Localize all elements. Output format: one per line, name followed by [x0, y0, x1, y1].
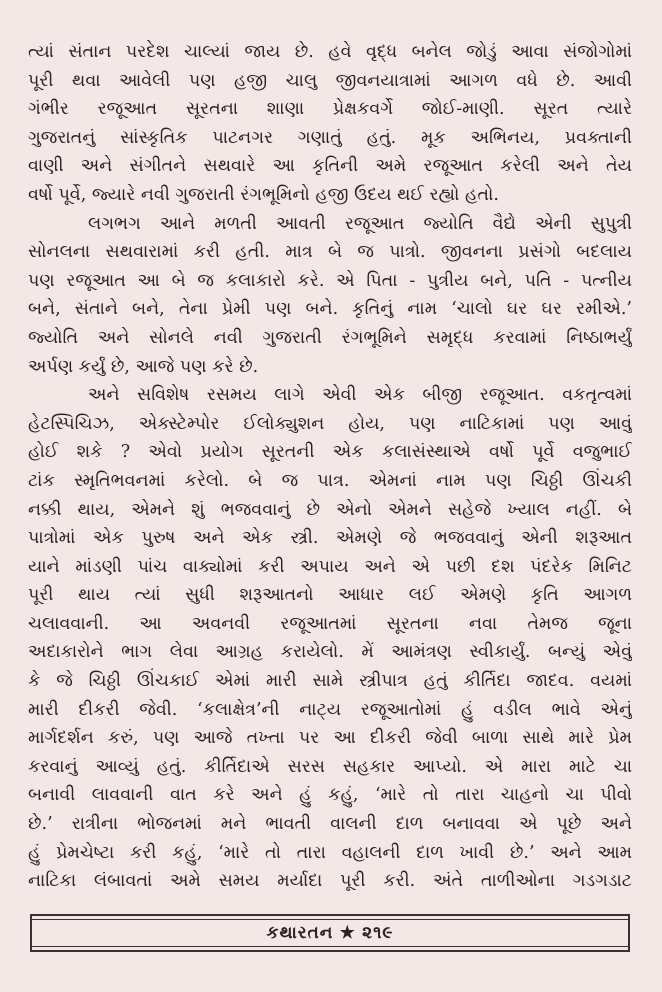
- text-line: અર્પણ કર્યું છે, આજે પણ કરે છે.: [28, 356, 259, 377]
- text-line: લગભગ આને મળતી આવતી રજૂઆત જ્યોતિ વૈદ્યે એની સુપુત્રી: [88, 213, 632, 234]
- text-line: બને, સંતાને બને, તેના પ્રેમી પણ બને. કૃતિનું નામ ‘ચાલો ઘર ઘર રમીએ.’: [28, 299, 632, 320]
- text-line: ચલાવવાની. આ અવનવી રજૂઆતમાં સૂરતના નવા તેમજ જૂના: [28, 613, 632, 634]
- body-text: [28, 38, 632, 896]
- text-line: ત્યાં સંતાન પરદેશ ચાલ્યાં જાય છે. હવે વૃદ્ધ બનેલ જોડું આવા સંજોગોમાં: [28, 42, 632, 62]
- text-line: હું પ્રેમચેષ્ટા કરી કહું, ‘મારે તો તારા વહાલની દાળ ખાવી છે.’ અને આમ: [28, 842, 632, 863]
- text-line: નાટિકા લંબાવતાં અમે સમય મર્યાદા પૂરી કરી. અંતે તાળીઓના ગડગડાટ: [28, 871, 632, 892]
- text-line: માર્ગદર્શન કરું, પણ આજે તખ્તા પર આ દીકરી જેવી બાળા સાથે મારે પ્રેમ: [28, 728, 632, 749]
- text-line: વાણી અને સંગીતને સથવારે આ કૃતિની અમે રજૂઆત કરેલી અને તેય: [28, 156, 632, 177]
- text-line: પૂરી થવા આવેલી પણ હજી ચાલુ જીવનયાત્રામાં આગળ વધે છે. આવી: [28, 70, 632, 91]
- text-line: પાત્રોમાં એક પુરુષ અને એક સ્ત્રી. એમણે જે ભજવવાનું એની શરૂઆત: [28, 528, 632, 549]
- text-line: અદાકારોને ભાગ લેવા આગ્રહ કરાયેલો. મેં આમંત્રણ સ્વીકાર્યું. બન્યું એવું: [28, 642, 632, 663]
- text-line: વર્ષો પૂર્વે, જ્યારે નવી ગુજરાતી રંગભૂમિનો હજી ઉદય થઈ રહ્યો હતો.: [28, 184, 499, 205]
- text-line: હેટસ્પિચિઝ, એક્સ્ટેમ્પોર ઈલોક્યુશન હોય, પણ નાટિકામાં પણ આવું: [28, 413, 632, 434]
- text-line: મારી દીકરી જેવી. ‘કલાક્ષેત્ર’ની નાટ્ય રજૂઆતોમાં હું વડીલ ભાવે એનું: [28, 699, 632, 720]
- page-footer: [30, 914, 630, 952]
- text-line: અને સવિશેષ રસમય લાગે એવી એક બીજી રજૂઆત. વકતૃત્વમાં: [88, 385, 632, 406]
- text-line: હોઈ શકે ? એવો પ્રયોગ સૂરતની એક કલાસંસ્થાએ વર્ષો પૂર્વે વજુભાઈ: [28, 442, 632, 463]
- text-line: ગંભીર રજૂઆત સૂરતના શાણા પ્રેક્ષકવર્ગે જોઈ-માણી. સૂરત ત્યારે: [28, 99, 632, 120]
- text-line: નક્કી થાય, એમને શું ભજવવાનું છે એનો એમને સહેજે ખ્યાલ નહીં. બે: [28, 499, 632, 520]
- text-line: કે જે ચિઠ્ઠી ઊંચકાઈ એમાં મારી સામે સ્ત્રીપાત્ર હતું કીર્તિદા જાદવ. વયમાં: [28, 671, 632, 692]
- text-line: કરવાનું આવ્યું હતું. કીર્તિદાએ સરસ સહકાર આપ્યો. એ મારા માટે ચા: [28, 756, 632, 777]
- text-line: પણ રજૂઆત આ બે જ કલાકારો કરે. એ પિતા - પુત્રીય બને, પતિ - પત્નીય: [28, 270, 632, 291]
- text-line: ટાંક સ્મૃતિભવનમાં કરેલો. બે જ પાત્ર. એમનાં નામ પણ ચિઠ્ઠી ઊંચકી: [28, 470, 632, 491]
- text-line: યાને માંડણી પાંચ વાક્યોમાં કરી અપાય અને એ પછી દશ પંદરેક મિનિટ: [28, 556, 632, 577]
- text-line: બનાવી લાવવાની વાત કરે અને હું કહું, ‘મારે તો તારા ચાહનો ચા પીવો: [28, 785, 632, 806]
- footer-title-page-number: કથારતન ★ ૨૧૯: [266, 923, 394, 943]
- text-line: પૂરી થાય ત્યાં સુધી શરૂઆતનો આધાર લઈ એમણે કૃતિ આગળ: [28, 585, 632, 606]
- text-line: છે.’ રાત્રીના ભોજનમાં મને ભાવતી વાલની દાળ બનાવવા એ પૂછે અને: [28, 814, 632, 835]
- text-line: સોનલના સથવારામાં કરી હતી. માત્ર બે જ પાત્રો. જીવનના પ્રસંગો બદલાય: [28, 242, 632, 263]
- text-line: જ્યોતિ અને સોનલે નવી ગુજરાતી રંગભૂમિને સમૃદ્ધ કરવામાં નિષ્ઠાભર્યું: [28, 327, 632, 348]
- text-line: ગુજરાતનું સાંસ્કૃતિક પાટનગર ગણાતું હતું. મૂક અભિનય, પ્રવક્તાની: [28, 127, 632, 148]
